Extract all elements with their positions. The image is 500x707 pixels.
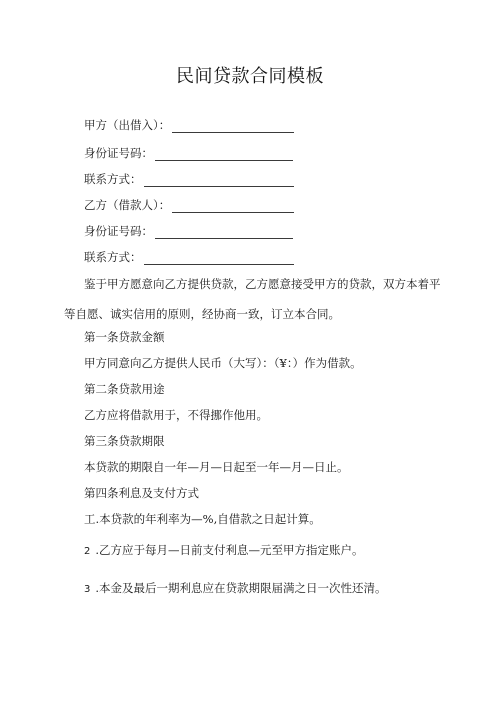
article3-heading: 第三条贷款期限 [84, 434, 165, 448]
article2-text: 乙方应将借款用于，不得挪作他用。 [84, 408, 268, 422]
lender-contact-row [84, 171, 294, 187]
borrower-name-row [84, 197, 294, 213]
borrower-id-label: 身份证号码： [84, 224, 153, 238]
article4-heading: 第四条利息及支付方式 [84, 486, 199, 500]
article4-item3 [84, 580, 387, 598]
article1-text: 甲方同意向乙方提供人民币（大写）：（¥：）作为借款。 [84, 356, 362, 370]
document-title: 民间贷款合同模板 [176, 66, 324, 87]
article4-item1: 工.本贷款的年利率为—%,自借款之日起计算。 [84, 512, 321, 526]
borrower-contact-blank[interactable] [144, 251, 294, 265]
lender-contact-blank[interactable] [144, 173, 294, 187]
lender-name-blank[interactable] [172, 119, 294, 133]
lender-name-label: 甲方（出借入）： [84, 118, 171, 132]
lender-id-blank[interactable] [155, 147, 293, 161]
borrower-contact-row [84, 249, 294, 265]
lender-id-row [84, 145, 293, 161]
lender-contact-label: 联系方式： [84, 172, 142, 186]
borrower-id-blank[interactable] [155, 225, 293, 239]
borrower-name-blank[interactable] [172, 199, 294, 213]
article3-text: 本贷款的期限自一年—月—日起至一年—月—日止。 [84, 460, 349, 474]
borrower-id-row [84, 223, 293, 239]
borrower-name-label: 乙方（借款人）： [84, 198, 171, 212]
item2-text: .乙方应于每月—日前支付利息—元至甲方指定账户。 [95, 543, 364, 557]
article2-heading: 第二条贷款用途 [84, 382, 165, 396]
lender-id-label: 身份证号码： [84, 146, 153, 160]
lender-name-row [84, 117, 294, 133]
item3-text: .本金及最后一期利息应在贷款期限届满之日一次性还清。 [95, 581, 387, 595]
article1-heading: 第一条贷款金额 [84, 330, 165, 344]
item2-number: 2 [84, 546, 91, 557]
preamble-paragraph: 鉴于甲方愿意向乙方提供贷款，乙方愿意接受甲方的贷款，双方本着平等自愿、诚实信用的原则，经协商一致，订立本合同。 [64, 277, 441, 321]
item3-number: 3 [84, 584, 91, 595]
borrower-contact-label: 联系方式： [84, 250, 142, 264]
article4-item2 [84, 542, 364, 560]
